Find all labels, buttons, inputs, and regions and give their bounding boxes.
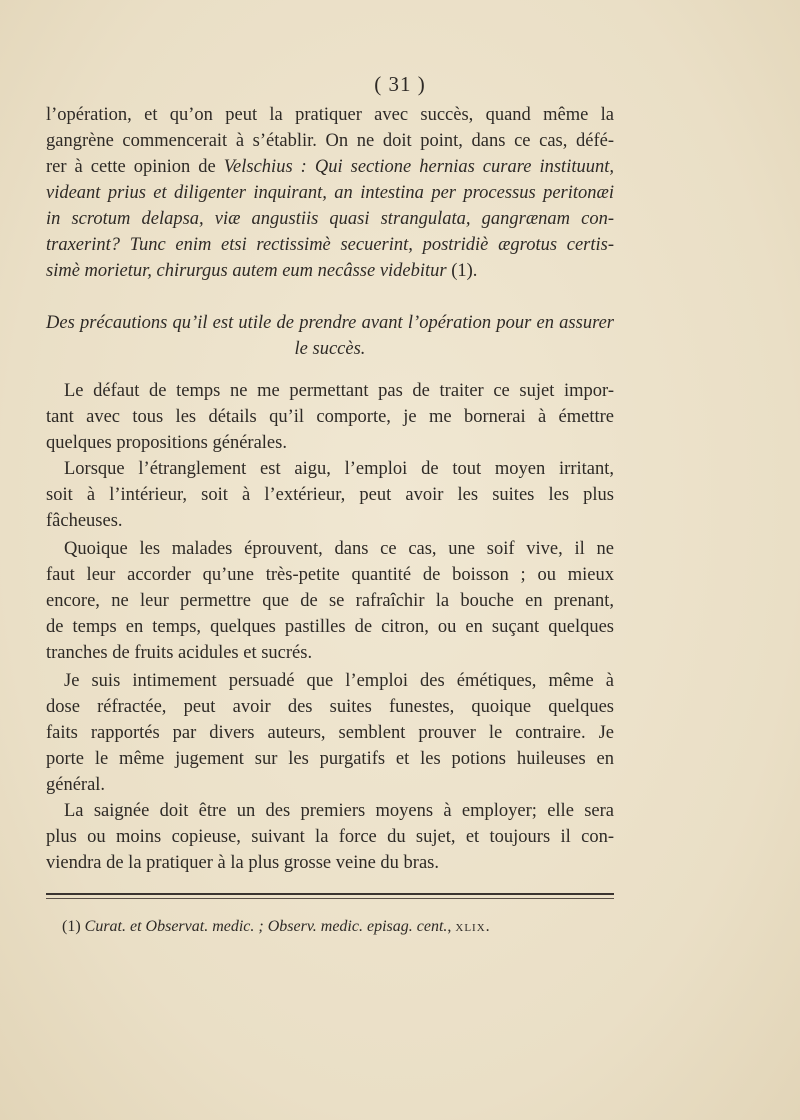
footnote-divider xyxy=(46,893,614,895)
footnote-citation: Curat. et Observat. medic. ; Observ. medic. episag. cent. xyxy=(84,918,448,935)
latin-quote-segment: Velschius : Qui sectione hernias curare instituunt, xyxy=(223,157,614,177)
footnote-marker: (1) xyxy=(62,918,85,935)
text-line: Je suis intimement persuadé que l’emploi des émétiques, même à xyxy=(64,671,614,691)
footnote-divider-thin xyxy=(46,898,614,899)
paragraph xyxy=(46,668,614,798)
footnote-reference: (1). xyxy=(446,261,478,281)
text-line: soit à l’intérieur, soit à l’extérieur, peut avoir les suites les plus xyxy=(46,485,614,505)
text-line: encore, ne leur permettre que de se rafraîchir la bouche en prenant, xyxy=(46,591,614,611)
text-line: faut leur accorder qu’une très-petite quantité de boisson ; ou mieux xyxy=(46,565,614,585)
paragraph xyxy=(46,798,614,876)
text-line: viendra de la pratiquer à la plus grosse veine du bras. xyxy=(46,853,439,873)
text-line: général. xyxy=(46,775,106,795)
text-line: l’opération, et qu’on peut la pratiquer avec succès, quand même la xyxy=(46,105,614,125)
paragraph xyxy=(46,536,614,666)
text-line: porte le même jugement sur les purgatifs et les potions huileuses en xyxy=(46,749,614,769)
text-line: dose réfractée, peut avoir des suites funestes, quoique quelques xyxy=(46,697,614,717)
latin-quote-line: traxerint? Tunc enim etsi rectissimè secuerint, postridiè ægrotus certis- xyxy=(46,235,614,255)
text-line: plus ou moins copieuse, suivant la force du sujet, et toujours il con- xyxy=(46,827,614,847)
text-line: faits rapportés par divers auteurs, semblent prouver le contraire. Je xyxy=(46,723,614,743)
latin-quote-line: videant prius et diligenter inquirant, an intestina per processus peritonæi xyxy=(46,183,614,203)
text-line: fâcheuses. xyxy=(46,511,123,531)
text-line xyxy=(46,154,614,180)
latin-quote-segment: simè morietur, chirurgus autem eum necâsse videbitur xyxy=(46,261,447,281)
text-line: de temps en temps, quelques pastilles de citron, ou en suçant quelques xyxy=(46,617,614,637)
section-heading-line: le succès. xyxy=(294,339,366,359)
text-line: tranches de fruits acidules et sucrés. xyxy=(46,643,313,663)
text-line: Lorsque l’étranglement est aigu, l’emploi de tout moyen irritant, xyxy=(64,459,614,479)
footnote xyxy=(62,916,622,938)
intro-paragraph xyxy=(46,102,614,284)
text-line: quelques propositions générales. xyxy=(46,433,287,453)
latin-quote-line: in scrotum delapsa, viæ angustiis quasi strangulata, gangrænam con- xyxy=(46,209,614,229)
text-line: La saignée doit être un des premiers moyens à employer; elle sera xyxy=(64,801,614,821)
section-heading-line: Des précautions qu’il est utile de prendre avant l’opération pour en assurer xyxy=(46,313,614,333)
footnote-roman-numeral: xlix. xyxy=(455,918,491,935)
text-line: Quoique les malades éprouvent, dans ce cas, une soif vive, il ne xyxy=(64,539,614,559)
text-line: gangrène commencerait à s’établir. On ne doit point, dans ce cas, défé- xyxy=(46,131,614,151)
text-line: tant avec tous les détails qu’il comporte, je me bornerai à émettre xyxy=(46,407,614,427)
section-heading xyxy=(46,310,614,362)
page-number: ( 31 ) xyxy=(374,72,426,96)
text-segment: rer à cette opinion de xyxy=(46,157,224,177)
paragraph xyxy=(46,456,614,534)
footnote-separator: , xyxy=(447,918,456,935)
paragraph xyxy=(46,378,614,456)
text-line: Le défaut de temps ne me permettant pas de traiter ce sujet impor- xyxy=(64,381,614,401)
text-line xyxy=(46,258,614,284)
